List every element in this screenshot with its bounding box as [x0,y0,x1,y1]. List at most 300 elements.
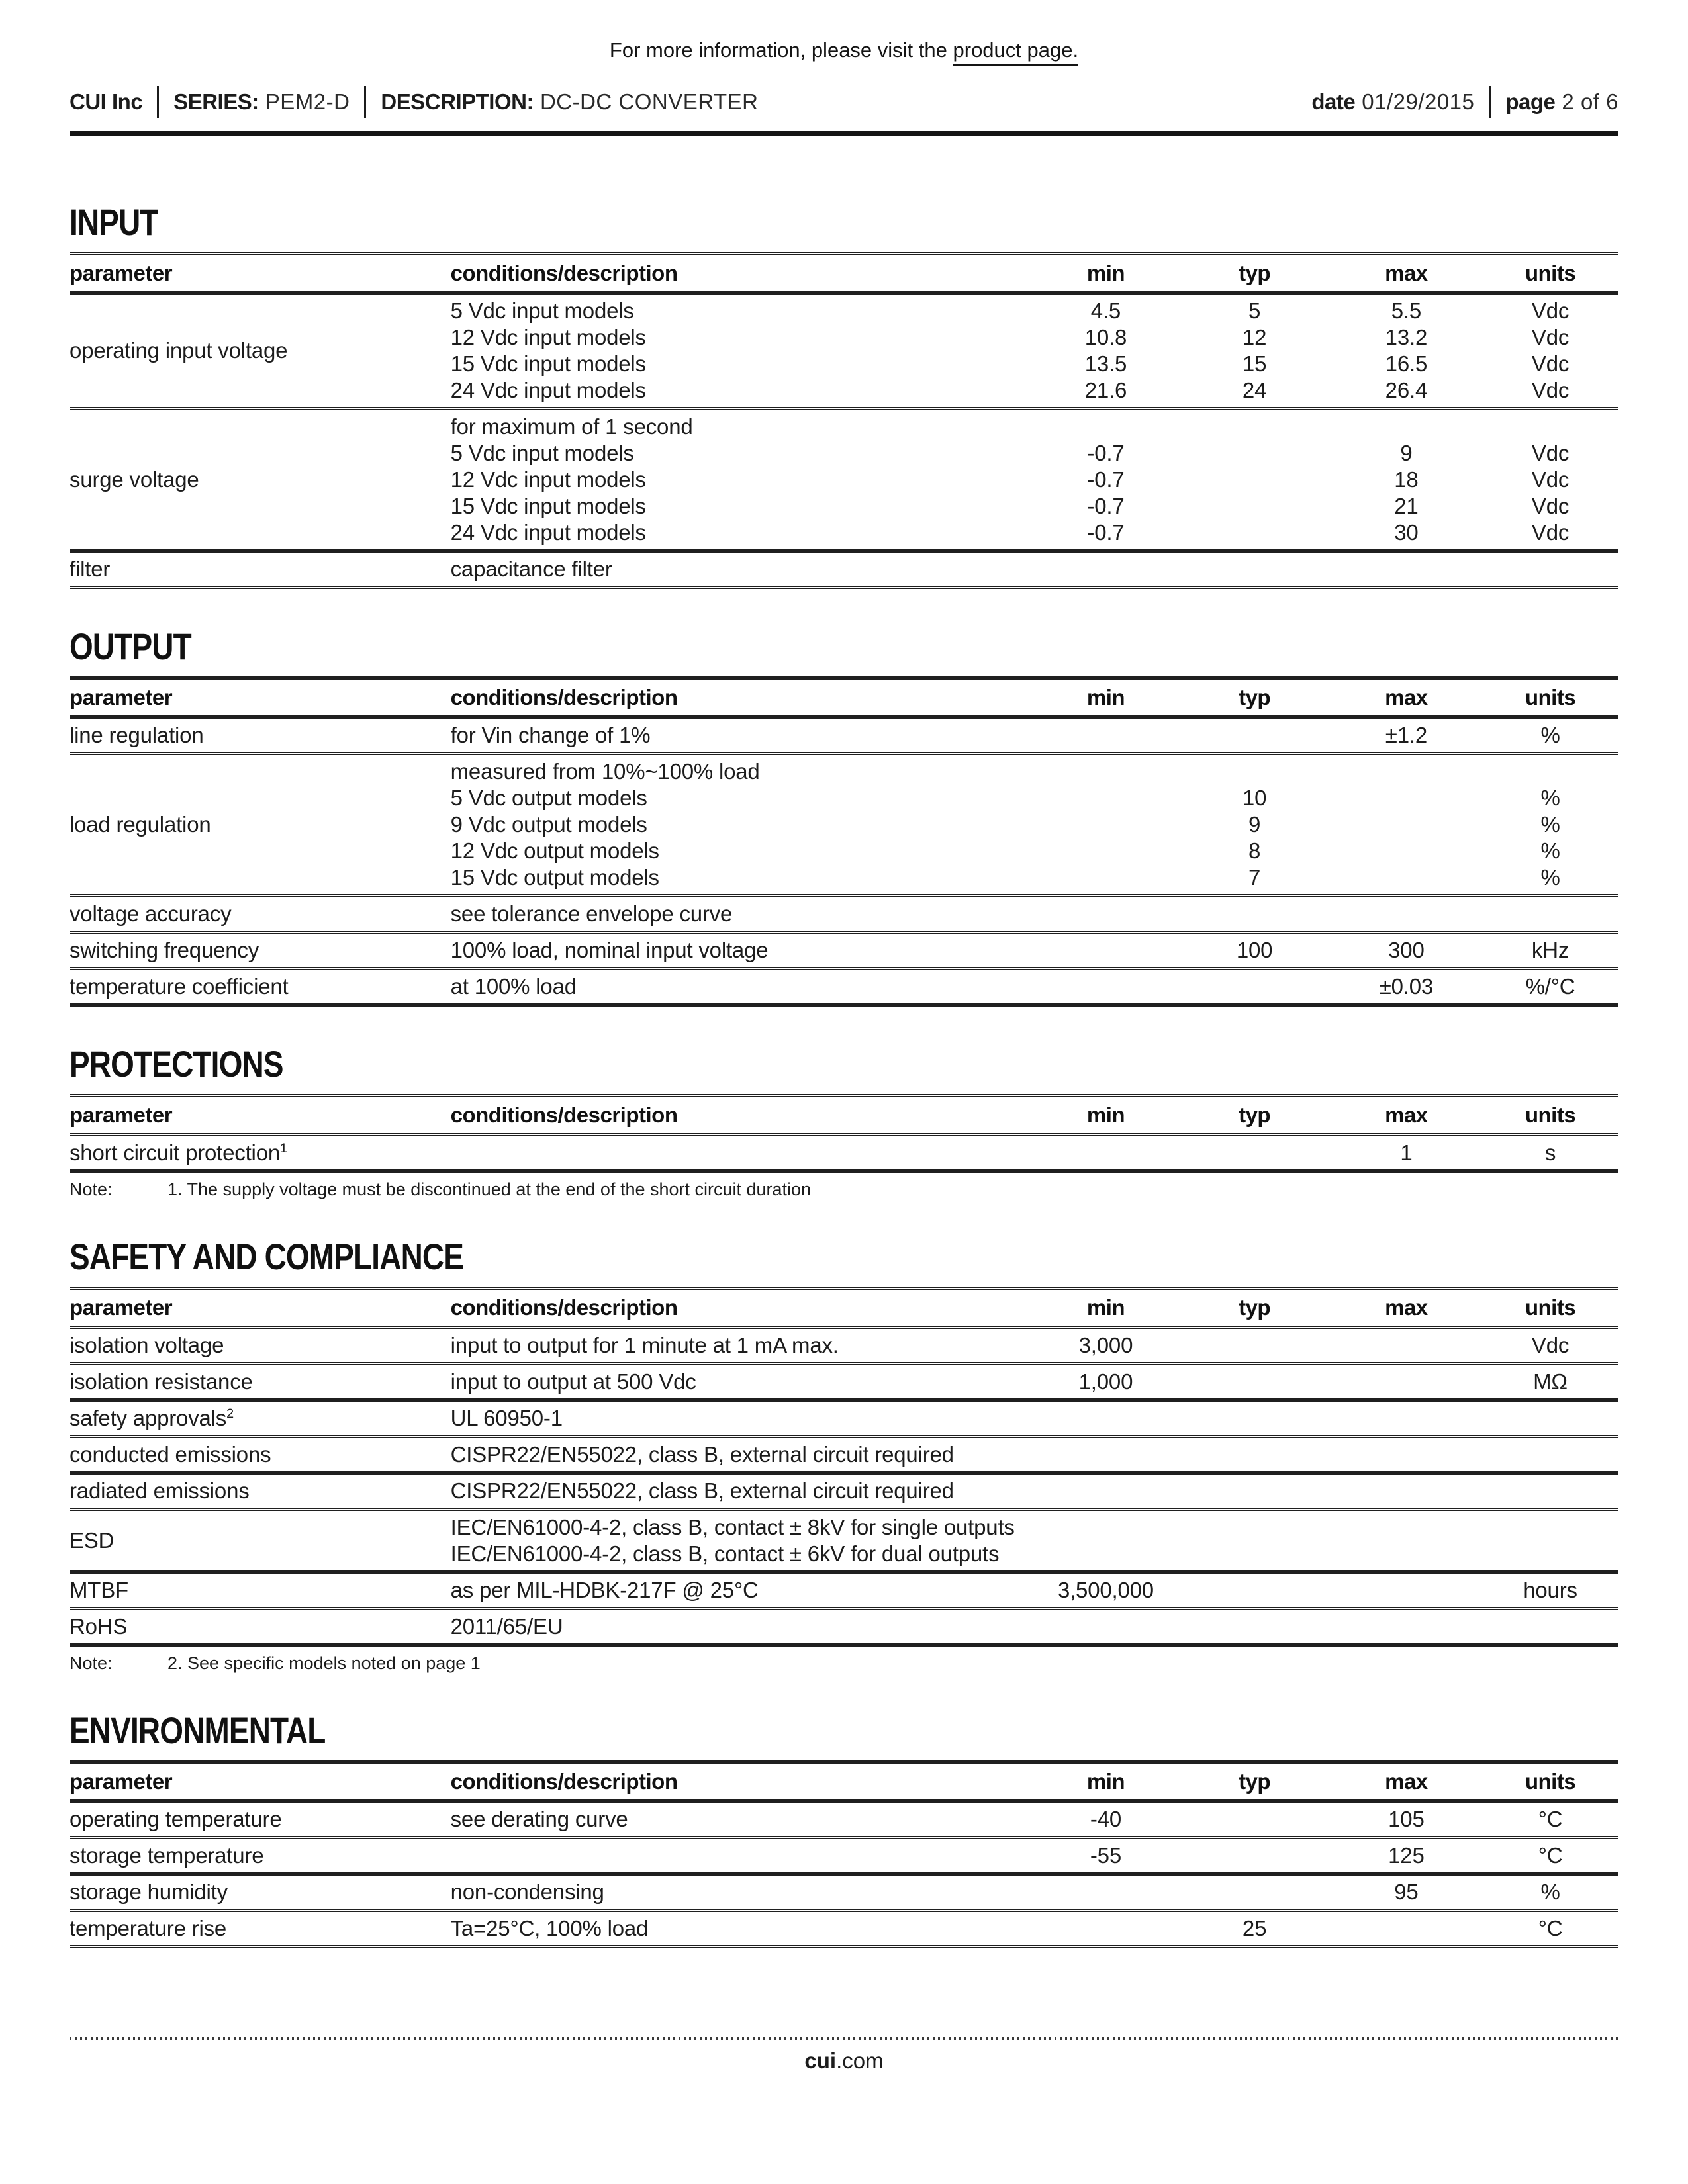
min-cell [1033,1609,1178,1645]
typ-cell [1178,717,1330,754]
typ-value: 25 [1242,1916,1267,1940]
units-cell [1482,1437,1618,1473]
typ-value: 7 [1248,865,1261,889]
conditions-cell [451,551,1033,588]
units-value: Vdc [1531,351,1570,376]
parameter-cell [70,1572,451,1609]
condition-line: 5 Vdc output models [450,786,647,810]
parameter-name: filter [70,557,111,581]
units-value [1482,1614,1618,1640]
table-row [70,1400,1618,1437]
header-divider [364,86,366,118]
min-cell [1033,551,1178,588]
min-value [1033,1614,1178,1640]
table-row [70,1911,1618,1947]
units-cell [1482,409,1618,551]
units-value: °C [1538,1843,1563,1868]
max-value: 125 [1388,1843,1425,1868]
header-divider [157,86,159,118]
units-value [1482,1514,1618,1541]
condition-line: CISPR22/EN55022, class B, external circuit required [450,1442,954,1467]
max-cell [1331,1364,1482,1400]
conditions-cell [451,717,1033,754]
conditions-cell [451,1911,1033,1947]
parameter-name: isolation resistance [70,1369,253,1394]
min-value [1033,785,1178,811]
max-cell [1331,293,1482,409]
max-value [1331,838,1482,864]
section-title-environmental: ENVIRONMENTAL [70,1709,326,1751]
min-value [1033,974,1178,1000]
units-value [1482,1478,1618,1504]
note-text: 2. See specific models noted on page 1 [167,1653,481,1673]
units-cell [1482,1572,1618,1609]
table-row [70,969,1618,1005]
conditions-cell [451,1364,1033,1400]
spec-table-input [70,252,1618,589]
info-prefix: For more information, please visit the [609,38,953,62]
parameter-name: operating input voltage [70,338,288,363]
condition-line: UL 60950-1 [450,1406,563,1430]
units-cell [1482,1473,1618,1510]
typ-value [1178,1478,1330,1504]
min-value [1033,1514,1178,1541]
condition-line: input to output for 1 minute at 1 mA max. [450,1333,839,1357]
table-row [70,293,1618,409]
min-cell [1033,1572,1178,1609]
typ-value [1178,1843,1330,1869]
max-value [1331,1915,1482,1942]
max-value: 18 [1394,467,1419,492]
conditions-cell [451,409,1033,551]
max-value: 1 [1400,1140,1413,1165]
col-header-typ: typ [1178,1762,1330,1801]
min-cell [1033,896,1178,933]
typ-value [1178,440,1330,467]
units-value [1482,1405,1618,1432]
section-environmental [70,1710,1618,1948]
typ-cell [1178,1328,1330,1364]
parameter-name: switching frequency [70,938,259,962]
max-cell [1331,1437,1482,1473]
section-output [70,626,1618,1007]
max-value [1331,864,1482,891]
units-value: Vdc [1531,441,1570,465]
parameter-cell [70,1801,451,1838]
col-header-typ: typ [1178,1096,1330,1135]
parameter-name: storage temperature [70,1843,264,1868]
min-cell [1033,1437,1178,1473]
min-value [1033,838,1178,864]
section-title-protections: PROTECTIONS [70,1043,283,1085]
col-header-parameter: parameter [70,254,451,293]
units-value: %/°C [1525,974,1575,999]
units-value: s [1544,1140,1556,1165]
typ-value: 8 [1248,839,1261,863]
typ-cell [1178,1874,1330,1911]
typ-value [1178,556,1330,582]
max-value [1331,1478,1482,1504]
spec-table-protections [70,1094,1618,1173]
typ-cell [1178,1364,1330,1400]
conditions-cell [451,1510,1033,1572]
max-value: 16.5 [1385,351,1428,376]
spec-table-environmental [70,1760,1618,1948]
table-row [70,1572,1618,1609]
parameter-cell [70,896,451,933]
max-value [1331,1577,1482,1604]
conditions-cell [451,1437,1033,1473]
min-cell [1033,933,1178,969]
min-cell [1033,1801,1178,1838]
max-cell [1331,1838,1482,1874]
max-value: 30 [1394,520,1419,545]
units-value: Vdc [1531,325,1570,349]
max-value: 9 [1400,441,1413,465]
max-value: 5.5 [1391,298,1422,323]
max-cell [1331,551,1482,588]
max-value [1331,758,1482,785]
units-value [1482,1541,1618,1567]
max-cell [1331,1874,1482,1911]
spec-table-safety [70,1287,1618,1647]
min-cell [1033,1473,1178,1510]
condition-line: see derating curve [450,1807,628,1831]
sections-container [70,202,1618,1948]
typ-value [1178,758,1330,785]
max-value: ±1.2 [1385,723,1427,747]
max-cell [1331,1609,1482,1645]
section-title-safety: SAFETY AND COMPLIANCE [70,1236,464,1277]
table-header-row [70,254,1618,293]
col-header-max: max [1331,254,1482,293]
table-note [70,1653,1618,1673]
min-value [1033,1405,1178,1432]
note-text: 1. The supply voltage must be discontinued at the end of the short circuit duration [167,1179,812,1199]
page-label: page [1505,89,1556,114]
min-value: 1,000 [1078,1369,1133,1394]
col-header-min: min [1033,254,1178,293]
condition-line: 15 Vdc input models [450,494,646,518]
typ-value [1178,1369,1330,1395]
min-value: -0.7 [1087,494,1125,518]
max-value [1331,556,1482,582]
parameter-name: RoHS [70,1614,128,1639]
max-value [1331,1441,1482,1468]
min-cell [1033,1400,1178,1437]
footnote-marker: 2 [226,1406,234,1421]
header-divider [1489,86,1491,118]
parameter-name: temperature rise [70,1916,227,1940]
spec-table-output [70,676,1618,1007]
section-input [70,202,1618,589]
table-row [70,896,1618,933]
col-header-units: units [1482,1289,1618,1328]
condition-line: input to output at 500 Vdc [450,1369,696,1394]
typ-value: 15 [1242,351,1267,376]
min-cell [1033,1911,1178,1947]
col-header-min: min [1033,1762,1178,1801]
header-rule [70,131,1618,136]
conditions-cell [451,1473,1033,1510]
units-value [1482,758,1618,785]
max-cell [1331,1572,1482,1609]
units-value: % [1540,812,1560,837]
max-value [1331,1541,1482,1567]
units-cell [1482,896,1618,933]
typ-cell [1178,293,1330,409]
col-header-min: min [1033,678,1178,717]
typ-value: 5 [1248,298,1261,323]
col-header-max: max [1331,1289,1482,1328]
min-value [1033,864,1178,891]
typ-cell [1178,1609,1330,1645]
table-row [70,1609,1618,1645]
typ-value [1178,467,1330,493]
parameter-cell [70,754,451,896]
col-header-parameter: parameter [70,1289,451,1328]
description-label: DESCRIPTION: [381,89,534,114]
table-row [70,933,1618,969]
typ-value [1178,1541,1330,1567]
page-number: 2 of 6 [1562,89,1618,114]
typ-value [1178,901,1330,927]
condition-line: 12 Vdc output models [450,839,659,863]
min-cell [1033,754,1178,896]
min-value: -55 [1090,1843,1121,1868]
typ-value [1178,1879,1330,1905]
condition-line: 5 Vdc input models [450,298,634,323]
conditions-cell [451,1572,1033,1609]
typ-value [1178,520,1330,546]
table-row [70,551,1618,588]
units-value: °C [1538,1916,1563,1940]
condition-line: for maximum of 1 second [450,414,693,439]
condition-line: Ta=25°C, 100% load [450,1916,649,1940]
conditions-cell [451,896,1033,933]
col-header-parameter: parameter [70,1762,451,1801]
typ-cell [1178,1437,1330,1473]
condition-line: at 100% load [450,974,577,999]
table-row [70,1135,1618,1171]
table-row [70,1510,1618,1572]
col-header-min: min [1033,1096,1178,1135]
units-value: kHz [1531,938,1570,962]
max-value [1331,414,1482,440]
typ-value [1178,974,1330,1000]
max-cell [1331,1400,1482,1437]
units-value: °C [1538,1807,1563,1831]
typ-value [1178,493,1330,520]
condition-line: 15 Vdc output models [450,865,659,889]
max-cell [1331,1510,1482,1572]
conditions-cell [451,1400,1033,1437]
col-header-parameter: parameter [70,678,451,717]
typ-cell [1178,1510,1330,1572]
min-cell [1033,717,1178,754]
col-header-max: max [1331,678,1482,717]
col-header-conditions: conditions/description [451,1289,1033,1328]
parameter-cell [70,409,451,551]
units-cell [1482,1510,1618,1572]
min-value [1033,1441,1178,1468]
max-value: 105 [1388,1807,1425,1831]
col-header-max: max [1331,1762,1482,1801]
condition-line: CISPR22/EN55022, class B, external circuit required [450,1479,954,1503]
units-value: % [1540,723,1560,747]
typ-cell [1178,1473,1330,1510]
condition-line: as per MIL-HDBK-217F @ 25°C [450,1578,759,1602]
condition-line: 24 Vdc input models [450,378,646,402]
series-label: SERIES: [173,89,259,114]
typ-value: 10 [1242,786,1267,810]
units-cell [1482,1135,1618,1171]
table-row [70,1838,1618,1874]
condition-line: 12 Vdc input models [450,325,646,349]
units-value [1482,1441,1618,1468]
condition-line: capacitance filter [450,557,612,581]
page-footer [70,2037,1618,2073]
max-cell [1331,1135,1482,1171]
max-value: 95 [1394,1880,1419,1904]
condition-line: non-condensing [450,1880,604,1904]
units-cell [1482,1328,1618,1364]
note-label: Note: [70,1179,113,1199]
units-value: Vdc [1531,378,1570,402]
col-header-typ: typ [1178,254,1330,293]
parameter-name: storage humidity [70,1880,228,1904]
parameter-cell [70,717,451,754]
units-value: Vdc [1531,520,1570,545]
units-value: % [1540,865,1560,889]
min-value: -0.7 [1087,441,1125,465]
units-cell [1482,1911,1618,1947]
max-cell [1331,1801,1482,1838]
description-value: DC-DC CONVERTER [539,89,759,114]
parameter-name: temperature coefficient [70,974,289,999]
footer-site-rest: .com [836,2048,884,2073]
parameter-cell [70,1609,451,1645]
min-value: 3,000 [1078,1333,1133,1357]
note-label: Note: [70,1653,113,1673]
parameter-cell [70,1510,451,1572]
units-cell [1482,717,1618,754]
parameter-cell [70,1437,451,1473]
parameter-cell [70,1473,451,1510]
typ-cell [1178,896,1330,933]
col-header-units: units [1482,678,1618,717]
typ-value: 12 [1242,325,1267,349]
parameter-cell [70,1135,451,1171]
col-header-min: min [1033,1289,1178,1328]
units-cell [1482,933,1618,969]
min-value: 3,500,000 [1057,1578,1154,1602]
min-cell [1033,1135,1178,1171]
typ-value [1178,414,1330,440]
parameter-name: short circuit protection [70,1140,280,1165]
date-value: 01/29/2015 [1362,89,1475,114]
typ-cell [1178,409,1330,551]
max-cell [1331,896,1482,933]
conditions-cell [451,293,1033,409]
table-row [70,409,1618,551]
table-header-row [70,678,1618,717]
typ-value [1178,722,1330,749]
table-row [70,717,1618,754]
parameter-cell [70,933,451,969]
footer-site [70,2048,1618,2073]
col-header-conditions: conditions/description [451,678,1033,717]
max-value [1331,901,1482,927]
max-value: ±0.03 [1379,974,1434,999]
table-header-row [70,1096,1618,1135]
units-cell [1482,1609,1618,1645]
header-left [70,86,759,118]
product-page-link[interactable]: product page. [953,38,1079,66]
parameter-name: voltage accuracy [70,901,232,926]
min-value [1033,937,1178,964]
typ-cell [1178,1400,1330,1437]
typ-cell [1178,551,1330,588]
units-cell [1482,1874,1618,1911]
condition-line: see tolerance envelope curve [450,901,733,926]
min-cell [1033,1874,1178,1911]
min-value: 10.8 [1084,325,1127,349]
units-value: % [1540,1880,1560,1904]
table-row [70,754,1618,896]
col-header-parameter: parameter [70,1096,451,1135]
table-row [70,1801,1618,1838]
parameter-name: isolation voltage [70,1333,224,1357]
condition-line: 5 Vdc input models [450,441,634,465]
typ-value [1178,1514,1330,1541]
typ-value [1178,1441,1330,1468]
typ-value: 24 [1242,378,1267,402]
parameter-cell [70,293,451,409]
max-cell [1331,1473,1482,1510]
typ-value [1178,1806,1330,1833]
section-title-output: OUTPUT [70,625,191,667]
typ-cell [1178,969,1330,1005]
max-cell [1331,1328,1482,1364]
max-value: 300 [1388,938,1425,962]
min-value: 4.5 [1090,298,1121,323]
min-value: -40 [1090,1807,1121,1831]
min-cell [1033,1364,1178,1400]
series-value: PEM2-D [265,89,350,114]
max-cell [1331,933,1482,969]
parameter-name: operating temperature [70,1807,282,1831]
parameter-cell [70,1838,451,1874]
parameter-name: safety approvals [70,1406,227,1430]
parameter-name: conducted emissions [70,1442,271,1467]
min-value [1033,1879,1178,1905]
min-value [1033,1140,1178,1166]
parameter-cell [70,551,451,588]
conditions-cell [451,933,1033,969]
min-value: 13.5 [1084,351,1127,376]
max-value [1331,1614,1482,1640]
table-note [70,1179,1618,1199]
min-value [1033,758,1178,785]
units-cell [1482,1838,1618,1874]
info-line [70,38,1618,62]
units-cell [1482,1801,1618,1838]
table-row [70,1874,1618,1911]
col-header-units: units [1482,254,1618,293]
table-row [70,1473,1618,1510]
parameter-name: MTBF [70,1578,129,1602]
